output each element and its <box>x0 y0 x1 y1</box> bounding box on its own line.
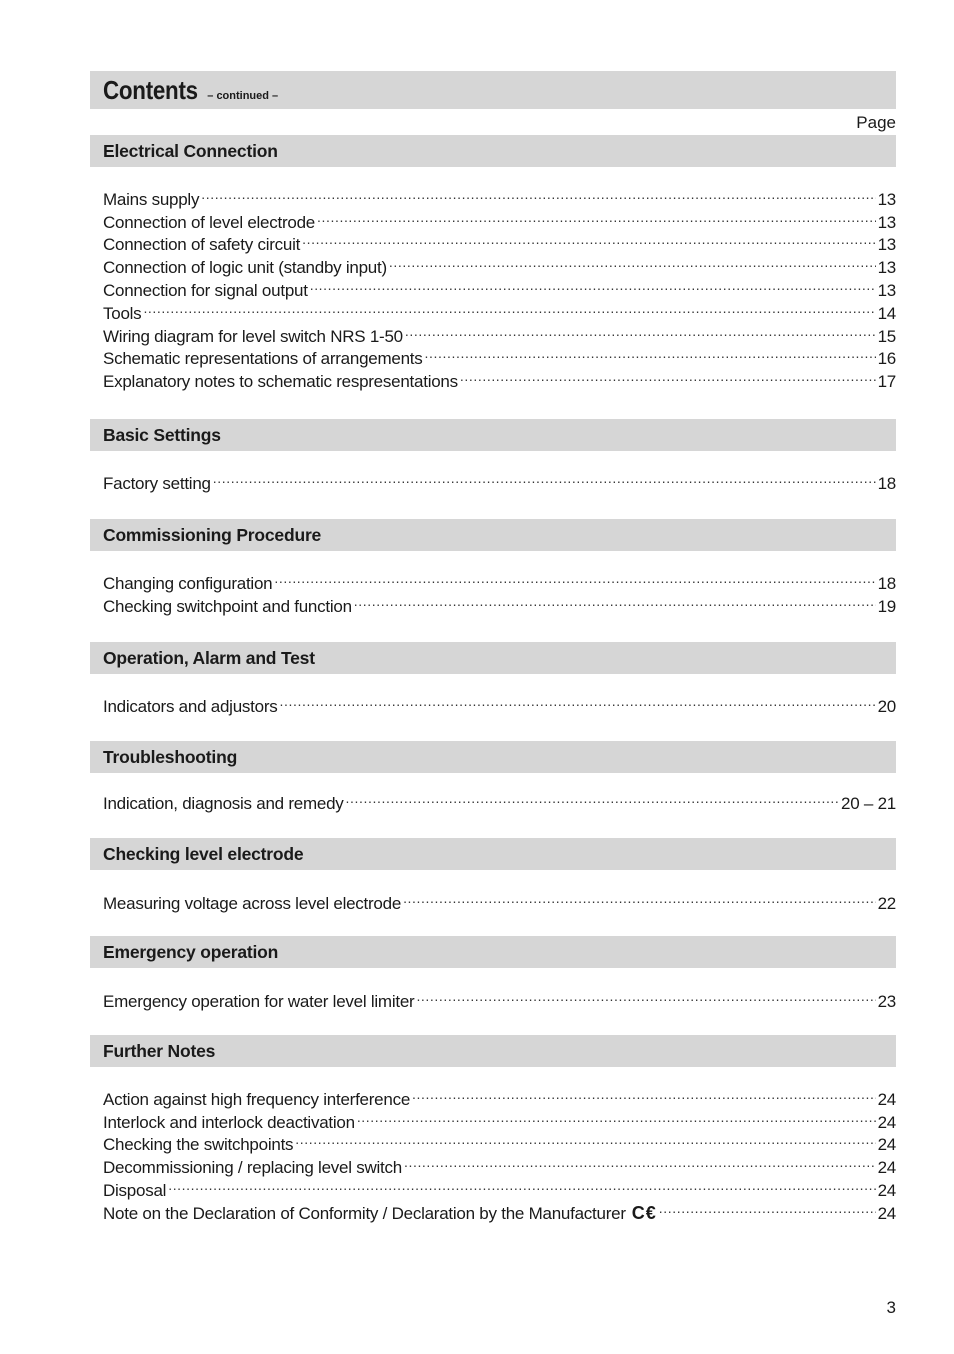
toc-entry-label: Checking switchpoint and function <box>103 596 352 616</box>
dot-leader <box>412 1082 876 1105</box>
dot-leader <box>346 786 839 809</box>
toc-entry-page: 13 <box>877 258 896 278</box>
dot-leader <box>295 1128 875 1151</box>
toc-section-electrical-connection <box>90 135 896 392</box>
toc-entry-label: Connection of logic unit (standby input) <box>103 258 387 278</box>
toc-entries <box>90 566 896 616</box>
toc-entry-label: Schematic representations of arrangements <box>103 349 423 369</box>
dot-leader <box>416 984 875 1007</box>
toc-entry[interactable] <box>103 182 896 209</box>
toc-entries <box>90 466 896 493</box>
dot-leader <box>310 273 876 296</box>
toc-entries <box>90 886 896 913</box>
toc-entry-label: Disposal <box>103 1180 167 1200</box>
toc-entry-page: 24 <box>877 1203 896 1223</box>
toc-section-checking-level-electrode <box>90 838 896 913</box>
toc-entry-page: 13 <box>877 235 896 255</box>
dot-leader <box>317 205 876 228</box>
toc-entry-page: 16 <box>877 349 896 369</box>
toc-entry-label: Indicators and adjustors <box>103 696 278 716</box>
toc-entry[interactable] <box>103 466 896 493</box>
dot-leader <box>403 886 876 909</box>
toc-entry-page: 24 <box>877 1089 896 1109</box>
dot-leader <box>201 182 875 205</box>
toc-entry-label: Checking the switchpoints <box>103 1135 294 1155</box>
toc-entry[interactable] <box>103 984 896 1011</box>
dot-leader <box>143 296 875 319</box>
section-title: Electrical Connection <box>90 135 896 167</box>
dot-leader <box>274 566 875 589</box>
toc-entry-page: 19 <box>877 596 896 616</box>
dot-leader <box>460 364 876 387</box>
contents-header <box>90 71 896 109</box>
page-column-label: Page <box>856 113 896 132</box>
dot-leader <box>213 466 876 489</box>
toc-entries <box>90 786 896 813</box>
toc-entry-label: Wiring diagram for level switch NRS 1-50 <box>103 326 403 346</box>
toc-entry-page: 24 <box>877 1180 896 1200</box>
toc-entry[interactable] <box>103 296 896 323</box>
toc-entry-label: Connection of safety circuit <box>103 235 301 255</box>
page-subtitle: – continued – <box>207 90 279 102</box>
toc-section-emergency-operation <box>90 936 896 1011</box>
toc-entry-page: 17 <box>877 372 896 392</box>
toc-section-commissioning-procedure <box>90 519 896 616</box>
dot-leader <box>659 1196 876 1219</box>
toc-entry-page: 18 <box>877 473 896 493</box>
toc-entry[interactable] <box>103 319 896 346</box>
dot-leader <box>280 689 876 712</box>
dot-leader <box>168 1173 875 1196</box>
toc-entry[interactable] <box>103 1173 896 1200</box>
section-title: Basic Settings <box>90 419 896 451</box>
section-title: Troubleshooting <box>90 741 896 773</box>
toc-entry[interactable] <box>103 1082 896 1109</box>
section-title: Operation, Alarm and Test <box>90 642 896 674</box>
page-number: 3 <box>886 1298 896 1317</box>
toc-entry[interactable] <box>103 886 896 913</box>
toc-entry-page: 24 <box>877 1158 896 1178</box>
toc-section-operation-alarm-test <box>90 642 896 716</box>
section-title: Emergency operation <box>90 936 896 968</box>
toc-entry-page: 23 <box>877 991 896 1011</box>
dot-leader <box>354 589 876 612</box>
toc-entries <box>90 182 896 392</box>
toc-entry-page: 22 <box>877 893 896 913</box>
toc-entry-label: Connection of level electrode <box>103 212 315 232</box>
toc-entry[interactable] <box>103 1196 896 1223</box>
toc-entry-label: Indication, diagnosis and remedy <box>103 793 344 813</box>
toc-entries <box>90 984 896 1011</box>
page-title: Contents <box>103 75 198 105</box>
toc-section-further-notes <box>90 1035 896 1223</box>
toc-entry[interactable] <box>103 566 896 593</box>
toc-section-basic-settings <box>90 419 896 493</box>
dot-leader <box>405 319 876 342</box>
section-title: Further Notes <box>90 1035 896 1067</box>
toc-entry-page: 14 <box>877 303 896 323</box>
ce-mark-icon: C€ <box>631 1202 657 1223</box>
dot-leader <box>404 1150 876 1173</box>
toc-section-troubleshooting <box>90 741 896 813</box>
toc-entries <box>90 1082 896 1223</box>
dot-leader <box>425 342 876 365</box>
toc-entry-label: Tools <box>103 303 142 323</box>
section-title: Commissioning Procedure <box>90 519 896 551</box>
toc-entry-page: 13 <box>877 212 896 232</box>
dot-leader <box>357 1105 876 1128</box>
toc-entry-page: 18 <box>877 573 896 593</box>
toc-entry-label: Measuring voltage across level electrode <box>103 893 402 913</box>
section-title: Checking level electrode <box>90 838 896 870</box>
dot-leader <box>302 228 875 251</box>
toc-entry-page: 13 <box>877 280 896 300</box>
toc-entries <box>90 689 896 716</box>
toc-entry-page: 20 – 21 <box>841 793 896 813</box>
toc-entry-label: Interlock and interlock deactivation <box>103 1112 355 1132</box>
toc-entry-label: Note on the Declaration of Conformity / Declaration by the Manufacturer <box>103 1203 626 1223</box>
toc-entry-label: Explanatory notes to schematic respresentations <box>103 372 458 392</box>
toc-entry-label: Action against high frequency interference <box>103 1089 411 1109</box>
toc-entry-page: 24 <box>877 1112 896 1132</box>
toc-entry[interactable] <box>103 786 896 813</box>
toc-entry-label: Connection for signal output <box>103 280 308 300</box>
toc-entry-label: Mains supply <box>103 189 200 209</box>
toc-entry-page: 15 <box>877 326 896 346</box>
toc-entry-page: 20 <box>877 696 896 716</box>
toc-entry-label: Changing configuration <box>103 573 273 593</box>
toc-entry-page: 13 <box>877 189 896 209</box>
toc-entry-label: Emergency operation for water level limiter <box>103 991 415 1011</box>
toc-entry-label: Decommissioning / replacing level switch <box>103 1158 402 1178</box>
toc-entry-page: 24 <box>877 1135 896 1155</box>
toc-entry-label: Factory setting <box>103 473 211 493</box>
toc-entry[interactable] <box>103 689 896 716</box>
toc-entry[interactable] <box>103 205 896 232</box>
dot-leader <box>389 250 876 273</box>
